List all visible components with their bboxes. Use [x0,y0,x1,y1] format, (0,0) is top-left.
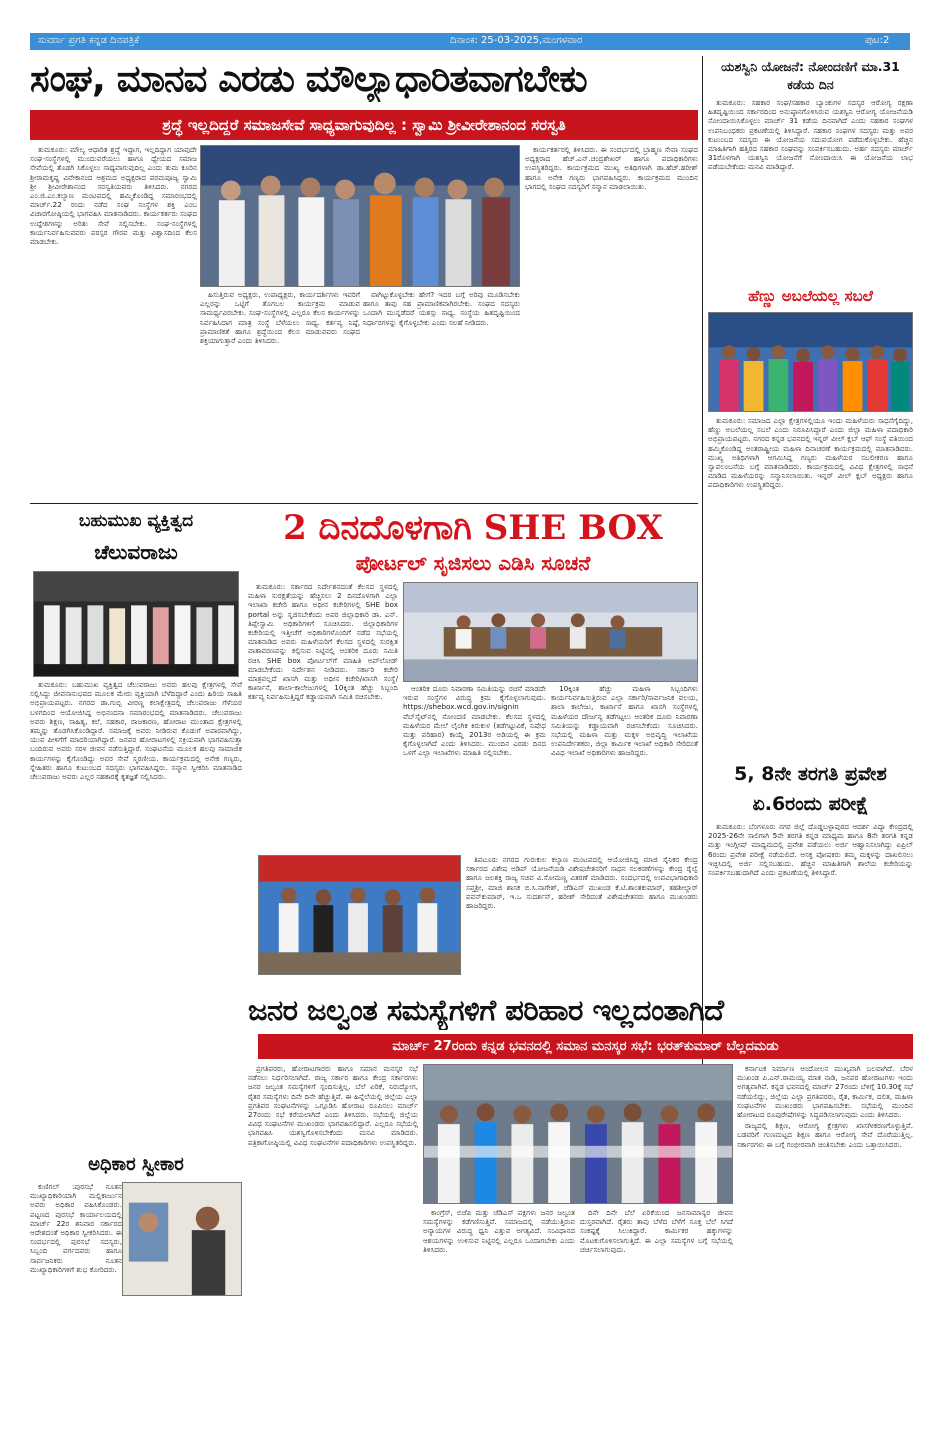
bottom-col-3-text: ದಿನೇ ದಿನೇ ಬೆಲೆ ಏರಿಕೆಯಿಂದ ಜನಸಾಮಾನ್ಯರ ಜೀವನ ದುಸ್ತರವಾಗಿದೆ. ರೈತರು ತಾವು ಬೆಳೆದ ಬೆಳೆಗೆ ಸೂಕ್ತ ಬೆಲೆ ಸಿಗದೆ ಸಂಕಷ್ಟಕ್ಕೆ ಸಿಲುಕಿದ್ದಾರೆ. ಕಾರ್ಮಿಕರ ಹಕ್ಕುಗಳನ್ನು ಮೊಟಕುಗೊಳಿಸಲಾಗುತ್ತಿದೆ. ಈ ಎಲ್ಲಾ ಸಮಸ್ಯೆಗಳ ಬಗ್ಗೆ ಸಭೆಯಲ್ಲಿ ಚರ್ಚಿಸಲಾಗುವುದು. [580,1208,733,1254]
yashasvini-text: ತುಮಕೂರು: ಸಹಕಾರ ಸಂಘ/ಸಹಕಾರ ಬ್ಯಾಂಕುಗಳ ಸದಸ್ಯರ ಆರೋಗ್ಯ ರಕ್ಷಣಾ ಹಿತದೃಷ್ಟಿಯಿಂದ ಸರ್ಕಾರದಿಂದ ಅನುಷ್ಠಾನಗೊಳಿಸಿರುವ ಯಶಸ್ವಿನಿ ಆರೋಗ್ಯ ಯೋಜನೆಯಡಿ ನೋಂದಾಯಿಸಿಕೊಳ್ಳಲು ಮಾರ್ಚ್ 31 ಕಡೆಯ ದಿನವಾಗಿದೆ ಎಂದು ಸಹಕಾರ ಸಂಘಗಳ ಉಪನಿಬಂಧಕರು ಪ್ರಕಟಣೆಯಲ್ಲಿ ತಿಳಿಸಿದ್ದಾರೆ. ಸಹಕಾರ ಸಂಘಗಳ ಸದಸ್ಯರು ಮತ್ತು ಅವರ ಕುಟುಂಬದ ಸದಸ್ಯರು ಈ ಯೋಜನೆಯ ಸದುಪಯೋಗ ಪಡೆದುಕೊಳ್ಳಬೇಕು. ಹೆಚ್ಚಿನ ಮಾಹಿತಿಗಾಗಿ ಹತ್ತಿರದ ಸಹಕಾರ ಸಂಘವನ್ನು ಸಂಪರ್ಕಿಸಬಹುದು. ಅರ್ಹ ಸದಸ್ಯರು ಮಾರ್ಚ್ 31ರೊಳಗಾಗಿ ಯಶಸ್ವಿನಿ ಯೋಜನೆಗೆ ನೋಂದಾಯಿಸಿ ಈ ಯೋಜನೆಯ ಲಾಭ ಪಡೆಯಬೇಕೆಂದು ಮನವಿ ಮಾಡಿದ್ದಾರೆ. [708,98,913,172]
profile-headline-1: ಬಹುಮುಖ ವ್ಯಕ್ತಿತ್ವದ [78,511,194,531]
shebox-col-b-text: ಆಂತರಿಕ ದೂರು ನಿವಾರಣಾ ಸಮಿತಿಯನ್ನು ರಚನೆ ಮಾಡದೇ ಇರುವ ಸಂಸ್ಥೆಗಳ ವಿರುದ್ಧ ಕ್ರಮ ಕೈಗೊಳ್ಳಲಾಗುವುದು. https://shebox.wcd.gov.in/signin ವೆಬ್‌ಸೈಟ್‌ನಲ್ಲಿ ನೋಂದಣಿ ಮಾಡಬೇಕು. ಕೆಲಸದ ಸ್ಥಳದಲ್ಲಿ ಮಹಿಳೆಯರ ಮೇಲೆ ಲೈಂಗಿಕ ಕಿರುಕುಳ (ತಡೆಗಟ್ಟುವಿಕೆ, ನಿಷೇಧ ಮತ್ತು ಪರಿಹಾರ) ಕಾಯ್ದೆ 2013ರ ಅಡಿಯಲ್ಲಿ ಈ ಕ್ರಮ ಕೈಗೊಳ್ಳಲಾಗಿದೆ ಎಂದು ತಿಳಿಸಿದರು. ಮುಂದಿನ ಎರಡು ದಿನದ ಒಳಗೆ ಎಲ್ಲಾ ಇಲಾಖೆಗಳು ಮಾಹಿತಿ ಸಲ್ಲಿಸಬೇಕು. [403,684,546,758]
lead-col-4 [525,145,698,500]
pressmeet-photo [423,1064,733,1204]
shebox-col-a-text: ತುಮಕೂರು: ಸರ್ಕಾರದ ನಿರ್ದೇಶನದಂತೆ ಕೆಲಸದ ಸ್ಥಳದಲ್ಲಿ ಮಹಿಳಾ ಸುರಕ್ಷತೆಯನ್ನು ಹೆಚ್ಚಿಸಲು 2 ದಿನದೊಳಗಾಗಿ ಎಲ್ಲಾ ಇಲಾಖಾ ಕಚೇರಿ ಹಾಗೂ ಅಧೀನ ಕಚೇರಿಗಳಲ್ಲಿ SHE box portal ಅನ್ನು ಸೃಜಿಸಬೇಕೆಂದು ಅಪರ ಜಿಲ್ಲಾಧಿಕಾರಿ ಡಾ. ಎನ್. ತಿಪ್ಪೇಸ್ವಾಮಿ ಅಧಿಕಾರಿಗಳಿಗೆ ಸೂಚಿಸಿದರು. ಜಿಲ್ಲಾಧಿಕಾರಿಗಳ ಕಚೇರಿಯಲ್ಲಿ ಇತ್ತೀಚೆಗೆ ಅಧಿಕಾರಿಗಳೊಂದಿಗೆ ನಡೆದ ಸಭೆಯಲ್ಲಿ ಮಾತನಾಡಿದ ಅವರು ಮಹಿಳೆಯರಿಗೆ ಕೆಲಸದ ಸ್ಥಳದಲ್ಲಿ ಸುರಕ್ಷಿತ ವಾತಾವರಣವನ್ನು ಕಲ್ಪಿಸುವ ನಿಟ್ಟಿನಲ್ಲಿ ಆಂತರಿಕ ದೂರು ಸಮಿತಿ ರಚಿಸಿ SHE box ಪೋರ್ಟಲ್‌ಗೆ ಮಾಹಿತಿ ಅಪ್‌ಲೋಡ್ ಮಾಡಬೇಕೆಂದು ನಿರ್ದೇಶನ ನೀಡಿದರು. ಸರ್ಕಾರಿ ಕಚೇರಿ ಮಾತ್ರವಲ್ಲದೆ ಖಾಸಗಿ ಮತ್ತು ಅಧೀನ ಕಚೇರಿ/ಖಾಸಗಿ ಸಂಸ್ಥೆ/ಕಾರ್ಖಾನೆ, ಶಾಲಾ-ಕಾಲೇಜುಗಳಲ್ಲಿ 10ಕ್ಕಿಂತ ಹೆಚ್ಚು ಸಿಬ್ಬಂದಿ ಕರ್ತವ್ಯ ನಿರ್ವಹಿಸುತ್ತಿದ್ದರೆ ಕಡ್ಡಾಯವಾಗಿ ಸಮಿತಿ ರಚಿಸಬೇಕು. [248,582,398,702]
lead-col-3-text: ವಾಗಿಟ್ಟುಕೊಳ್ಳಬೇಕು ಹೇಗೆ? ಇದರ ಬಗ್ಗೆ ಅರಿವು ಮೂಡಿಸಬೇಕು ಹಾಗೂ ತಾವು ಸಹ ಪ್ರಾಮಾಣಿಕವಾಗಿರಬೇಕು. ಸಂಘದ ಸದಸ್ಯರು ಒಂದಾಗಿ ಮುನ್ನಡೆದರೆ ಯಶಸ್ಸು ಸಾಧ್ಯ. ಸಂಸ್ಥೆಯ ಹಿತದೃಷ್ಟಿಯಿಂದ ನಿರ್ಧಾರಗಳನ್ನು ಕೈಗೊಳ್ಳಬೇಕು ಎಂದು ಸಲಹೆ ನೀಡಿದರು. [363,290,520,327]
bottom-col-4-text: ರಾಜ್ಯದಲ್ಲಿ ಶಿಕ್ಷಣ, ಆರೋಗ್ಯ ಕ್ಷೇತ್ರಗಳು ಖಾಸಗೀಕರಣಗೊಳ್ಳುತ್ತಿವೆ. ಬಡವರಿಗೆ ಗುಣಮಟ್ಟದ ಶಿಕ್ಷಣ ಹಾಗೂ ಆರೋಗ್ಯ ಸೇವೆ ದೊರೆಯುತ್ತಿಲ್ಲ. ಸರ್ಕಾರಗಳು ಈ ಬಗ್ಗೆ ಗಂಭೀರವಾಗಿ ಚಿಂತಿಸಬೇಕು ಎಂದು ಒತ್ತಾಯಿಸಿದರು. [737,1121,913,1149]
meeting-photo-image [404,583,697,681]
officer-text: ಕುಣಿಗಲ್ :ಪುರಸಭೆ ನೂತನ ಮುಖ್ಯಾಧಿಕಾರಿಯಾಗಿ ಮಲ್ಲಿಕಾರ್ಜುನ ಅವರು ಅಧಿಕಾರ ವಹಿಸಿಕೊಂಡರು. ಪಟ್ಟಣದ ಪುರಸಭೆ ಕಾರ್ಯಾಲಯದಲ್ಲಿ ಮಾರ್ಚ್ 22ರ ಶನಿವಾರ ಸರ್ಕಾರದ ಆದೇಶದಂತೆ ಅಧಿಕಾರ ಸ್ವೀಕರಿಸಿದರು. ಈ ಸಂದರ್ಭದಲ್ಲಿ ಪುರಸಭೆ ಸದಸ್ಯರು, ಸಿಬ್ಬಂದಿ ವರ್ಗದವರು ಹಾಗೂ ಸಾರ್ವಜನಿಕರು ನೂತನ ಮುಖ್ಯಾಧಿಕಾರಿಗಳಿಗೆ ಶುಭ ಕೋರಿದರು. [30,1182,122,1274]
bottom-col-2-text: ಕಾಂಗ್ರೆಸ್, ಬಿಜೆಪಿ ಮತ್ತು ಜೆಡಿಎಸ್ ಪಕ್ಷಗಳು ಜನರ ಜಲ್ವಂತ ಸಮಸ್ಯೆಗಳನ್ನು ಕಡೆಗಣಿಸುತ್ತಿವೆ. ಸಮಾಜದಲ್ಲಿ ನಡೆಯುತ್ತಿರುವ ಅನ್ಯಾಯಗಳ ವಿರುದ್ಧ ಧ್ವನಿ ಎತ್ತುವ ಅಗತ್ಯವಿದೆ. ಸಂವಿಧಾನದ ಆಶಯಗಳನ್ನು ಉಳಿಸುವ ನಿಟ್ಟಿನಲ್ಲಿ ಎಲ್ಲರೂ ಒಂದಾಗಬೇಕು ಎಂದು ತಿಳಿಸಿದರು. [423,1208,575,1254]
distribution-photo [258,855,461,975]
lead-col-2-text: ಹಿಸುತ್ತಿರುವ ಅಧ್ಯಕ್ಷರು, ಉಪಾಧ್ಯಕ್ಷರು, ಕಾರ್ಯದರ್ಶಿಗಳು ಇವರಿಗೆ ಎಲ್ಲರನ್ನು ಒಟ್ಟಿಗೆ ತೊಗಬಲ ಕಾರ್ಯಕ್ರಮ ಮಾಡುವ ಸಾಮರ್ಥ್ಯವಿರಬೇಕು. ಸಂಘ-ಸಂಸ್ಥೆಗಳಲ್ಲಿ ಎಲ್ಲರೂ ಕೆಲಸ ಕಾರ್ಯಗಳನ್ನು ನಿರ್ವಹಿಸಿದಾಗ ಮಾತ್ರ ಸಂಸ್ಥೆ ಬೆಳೆಯಲು ಸಾಧ್ಯ. ಕರ್ತವ್ಯ ನಿಷ್ಠೆ, ಪ್ರಾಮಾಣಿಕತೆ ಹಾಗೂ ಶ್ರದ್ಧೆಯಿಂದ ಕೆಲಸ ಮಾಡುವವರು ಸಂಘದ ಶಕ್ತಿಯಾಗುತ್ತಾರೆ ಎಂದು ತಿಳಿಸಿದರು. [200,290,360,346]
women-body [708,416,913,754]
bottom-col-3 [580,1208,733,1432]
shebox-subhead: ಪೋರ್ಟಲ್ ಸೃಜಿಸಲು ಎಡಿಸಿ ಸೂಚನೆ [355,551,591,575]
bottom-col-5-text: ಕರ್ನಾಟಕ ನಿರ್ಮಾಣ ಆಂದೋಲನ ಮುಖ್ಯವಾಗಿ ಬಲವಾಗಿದೆ. ಬೆರಳ ಮುಖಂಡ ಪಿ.ಎನ್.ರಾಮಯ್ಯ ಮಾತ ನಾಡಿ, ಜನಪರ ಹೋರಾಟಗಳು ಇಂದು ಅಗತ್ಯವಾಗಿವೆ. ಕನ್ನಡ ಭವನದಲ್ಲಿ ಮಾರ್ಚ್ 27ರಂದು ಬೆಳಿಗ್ಗೆ 10.30ಕ್ಕೆ ಸಭೆ ನಡೆಯಲಿದ್ದು, ಜಿಲ್ಲೆಯ ಎಲ್ಲಾ ಪ್ರಗತಿಪರರು, ರೈತ, ಕಾರ್ಮಿಕ, ದಲಿತ, ಮಹಿಳಾ ಸಂಘಟನೆಗಳ ಮುಖಂಡರು ಭಾಗವಹಿಸಬೇಕು. ಸಭೆಯಲ್ಲಿ ಮುಂದಿನ ಹೋರಾಟದ ರೂಪುರೇಷೆಗಳನ್ನು ಸಿದ್ಧಪಡಿಸಲಾಗುವುದು ಎಂದು ತಿಳಿಸಿದರು. [737,1064,913,1120]
officer-photo-image [123,1183,241,1295]
bottom-headline: ಜನರ ಜಲ್ವಂತ ಸಮಸ್ಯೆಗಳಿಗೆ ಪರಿಹಾರ ಇಲ್ಲದಂತಾಗಿದೆ [248,993,724,1027]
officer-body-top [30,1182,122,1302]
lead-subhead: ಶ್ರದ್ಧೆ ಇಲ್ಲದಿದ್ದರೆ ಸಮಾಜಸೇವೆ ಸಾಧ್ಯವಾಗುವುದಿಲ್ಲ : ಸ್ವಾಮಿ ಶ್ರೀವೀರೇಶಾನಂದ ಸರಸ್ವತಿ [30,110,698,140]
lead-col-2 [200,290,360,500]
section-divider [30,503,698,504]
lead-col-1 [30,145,197,500]
officer-headline: ಅಧಿಕಾರ ಸ್ವೀಕಾರ [88,1154,184,1175]
profile-photo [33,571,239,677]
officer-photo [122,1182,242,1296]
shebox-col-c [551,684,698,850]
bottom-col-5 [737,1064,913,1432]
distribution-caption [466,855,698,980]
shebox-col-c-text: 10ಕ್ಕಿಂತ ಹೆಚ್ಚು ಮಹಿಳಾ ಸಿಬ್ಬಂದಿಗಳು ಕಾರ್ಯನಿರ್ವಹಿಸುತ್ತಿರುವ ಎಲ್ಲಾ ಸರ್ಕಾರಿ/ಸಾರ್ವಜನಿಕ ವಲಯ, ಶಾಲಾ ಕಾಲೇಜು, ಕಾರ್ಖಾನೆ ಹಾಗೂ ಖಾಸಗಿ ಸಂಸ್ಥೆಗಳಲ್ಲಿ ಮಹಿಳೆಯರ ದೌರ್ಜನ್ಯ ತಡೆಗಟ್ಟಲು ಆಂತರಿಕ ದೂರು ನಿವಾರಣಾ ಸಮಿತಿಯನ್ನು ಕಡ್ಡಾಯವಾಗಿ ರಚಿಸಬೇಕೆಂದು ಸೂಚಿಸಿದರು. ಸಭೆಯಲ್ಲಿ ಮಹಿಳಾ ಮತ್ತು ಮಕ್ಕಳ ಅಭಿವೃದ್ಧಿ ಇಲಾಖೆಯ ಉಪನಿರ್ದೇಶಕರು, ಜಿಲ್ಲಾ ಕಾರ್ಮಿಕ ಇಲಾಖೆ ಅಧಿಕಾರಿ ಸೇರಿದಂತೆ ವಿವಿಧ ಇಲಾಖೆ ಅಧಿಕಾರಿಗಳು ಹಾಜರಿದ್ದರು. [551,684,698,758]
exam-headline-1: 5, 8ನೇ ತರಗತಿ ಪ್ರವೇಶ [734,763,887,785]
profile-headline-2: ಚೆಲುವರಾಜು [94,540,178,564]
bottom-subhead: ಮಾರ್ಚ್ 27ರಂದು ಕನ್ನಡ ಭವನದಲ್ಲಿ ಸಮಾನ ಮನಸ್ಕರ ಸಭೆ: ಭರತ್‌ಕುಮಾರ್ ಬೆಲ್ಲದಮಡು [258,1034,913,1059]
lead-photo [200,145,520,287]
profile-body [30,680,242,1148]
women-photo [708,312,913,412]
bottom-col-1 [248,1064,418,1432]
bottom-col-1-text: ಪ್ರಗತಿಪರರು, ಹೋರಾಟಗಾರರು ಹಾಗೂ ಸಮಾನ ಮನಸ್ಕರ ಸಭೆ ನಡೆಸಲು ನಿರ್ಧರಿಸಲಾಗಿದೆ. ರಾಜ್ಯ ಸರ್ಕಾರ ಹಾಗೂ ಕೇಂದ್ರ ಸರ್ಕಾರಗಳು ಜನರ ಜಲ್ವಂತ ಸಮಸ್ಯೆಗಳಿಗೆ ಸ್ಪಂದಿಸುತ್ತಿಲ್ಲ. ಬೆಲೆ ಏರಿಕೆ, ನಿರುದ್ಯೋಗ, ರೈತರ ಸಮಸ್ಯೆಗಳು ದಿನೇ ದಿನೇ ಹೆಚ್ಚುತ್ತಿವೆ. ಈ ಹಿನ್ನೆಲೆಯಲ್ಲಿ ಜಿಲ್ಲೆಯ ಎಲ್ಲಾ ಪ್ರಗತಿಪರ ಸಂಘಟನೆಗಳನ್ನು ಒಗ್ಗೂಡಿಸಿ ಹೋರಾಟ ರೂಪಿಸಲು ಮಾರ್ಚ್ 27ರಂದು ಸಭೆ ಕರೆಯಲಾಗಿದೆ ಎಂದು ತಿಳಿಸಿದರು. ಸಭೆಯಲ್ಲಿ ಜಿಲ್ಲೆಯ ವಿವಿಧ ಸಂಘಟನೆಗಳ ಮುಖಂಡರು ಭಾಗವಹಿಸಲಿದ್ದಾರೆ. ಎಲ್ಲರೂ ಸಭೆಯಲ್ಲಿ ಭಾಗವಹಿಸಿ ಯಶಸ್ವಿಗೊಳಿಸಬೇಕೆಂದು ಮನವಿ ಮಾಡಿದರು. ಪತ್ರಿಕಾಗೋಷ್ಠಿಯಲ್ಲಿ ವಿವಿಧ ಸಂಘಟನೆಗಳ ಪದಾಧಿಕಾರಿಗಳು ಉಪಸ್ಥಿತರಿದ್ದರು. [248,1064,418,1147]
lead-col-1-text: ತುಮಕೂರು: ಮೌಲ್ಯ ಆಧಾರಿತ ಶ್ರದ್ಧೆ ಇದ್ದಾಗ, ಇಲ್ಲದಿದ್ದಾಗ ಯಾವುದೇ ಸಂಘ-ಸಂಸ್ಥೆಗಳಲ್ಲಿ ಮುಂದುವರೆಯಲು ಹಾಗೂ ಧ್ಯೇಯದ ಸಮಾಜ ಸೇವೆಯಲ್ಲಿ ತೊಡಗಿ ಸಿಕೊಳ್ಳಲು ಸಾಧ್ಯವಾಗುವುದಿಲ್ಲ ಎಂದು ತುಮ ಕೂರಿನ ಶ್ರೀರಾಮಕೃಷ್ಣ ವಿವೇಕಾನಂದ ಆಶ್ರಮದ ಅಧ್ಯಕ್ಷರಾದ ಪರಮಪೂಜ್ಯ ಸ್ವಾಮಿ ಶ್ರೀ ಶ್ರೀವೀರೇಶಾನಂದ ಸರಸ್ವತಿಯವರು ತಿಳಿಸಿದರು. ನಗರದ ಎಂ.ಜಿ.ಎಂ.ಕಲ್ಯಾಣ ಮಂಟಪದಲ್ಲಿ ಹಮ್ಮಿಕೊಂಡಿದ್ದ ಸಮಾರಂಭದಲ್ಲಿ ಮಾರ್ಚ್.22 ರಂದು ನಡೆದ ಸಂಘ ಸಂಸ್ಥೆಗಳ ಶಕ್ತಿ ಎಂಬ ವಿಚಾರಗೋಷ್ಠಿಯಲ್ಲಿ ಭಾಗವಹಿಸಿ ಮಾತನಾಡಿದರು. ಕಾರ್ಯಕರ್ತರು ಸಂಘದ ಉದ್ದೇಶಗಳನ್ನು ಅರಿತು ಸೇವೆ ಸಲ್ಲಿಸಬೇಕು. ಸಂಘ-ಸಂಸ್ಥೆಗಳಲ್ಲಿ ಕಾರ್ಯನಿರ್ವಹಿಸುವವರು ಪರಸ್ಪರ ಗೌರವ ಮತ್ತು ವಿಶ್ವಾಸದಿಂದ ಕೆಲಸ ಮಾಡಬೇಕು. [30,145,197,247]
profile-photo-image [34,572,238,676]
women-headline: ಹೆಣ್ಣು ಅಬಲೆಯಲ್ಲ ಸಬಲೆ [748,287,873,305]
exam-text: ತುಮಕೂರು: ಬೆಂಗಳೂರು ನಗರ ಜಿಲ್ಲೆ ದೊಡ್ಡಬಳ್ಳಾಪುರದ ಆದರ್ಶ ವಿದ್ಯಾ ಕೇಂದ್ರದಲ್ಲಿ 2025-26ನೇ ಸಾಲಿಗಾಗಿ 5ನೇ ತರಗತಿ ಕನ್ನಡ ಮಾಧ್ಯಮ ಹಾಗೂ 8ನೇ ತರಗತಿ ಕನ್ನಡ ಮತ್ತು ಇಂಗ್ಲೀಷ್ ಮಾಧ್ಯಮದಲ್ಲಿ ಪ್ರವೇಶ ಪಡೆಯಲು ಅರ್ಜಿ ಆಹ್ವಾನಿಸಲಾಗಿದ್ದು ಏಪ್ರಿಲ್ 6ರಂದು ಪ್ರವೇಶ ಪರೀಕ್ಷೆ ನಡೆಯಲಿದೆ. ಆಸಕ್ತ ಪೋಷಕರು ತಮ್ಮ ಮಕ್ಕಳನ್ನು ದಾಖಲಿಸಲು ಇಚ್ಛಿಸಿದಲ್ಲಿ ಅರ್ಜಿ ಸಲ್ಲಿಸಬಹುದು. ಹೆಚ್ಚಿನ ಮಾಹಿತಿಗಾಗಿ ಶಾಲೆಯ ಕಚೇರಿಯನ್ನು ಸಂಪರ್ಕಿಸಬಹುದಾಗಿದೆ ಎಂದು ಪ್ರಕಟಣೆಯಲ್ಲಿ ತಿಳಿಸಿದ್ದಾರೆ. [708,822,913,878]
yashasvini-body [708,98,913,276]
lead-col-4-text: ಕಾರ್ಯಕರ್ತರಲ್ಲಿ ತಿಳಿಸಿದರು. ಈ ಸಂದರ್ಭದಲ್ಲಿ ಬ್ರಾಹ್ಮಣ ಸೇವಾ ಸಂಘದ ಅಧ್ಯಕ್ಷರಾದ ಹೆಚ್.ಎನ್.ಚಂದ್ರಶೇಖರ್ ಹಾಗೂ ಪದಾಧಿಕಾರಿಗಳು ಉಪಸ್ಥಿತರಿದ್ದರು. ಕಾರ್ಯಕ್ರಮದ ಮುಖ್ಯ ಅತಿಥಿಗಳಾಗಿ ಡಾ.ಹೆಚ್.ಹರೀಶ್ ಹಾಗೂ ಅನೇಕ ಗಣ್ಯರು ಭಾಗವಹಿಸಿದ್ದರು. ಕಾರ್ಯಕ್ರಮದ ಮುಂದಿನ ಭಾಗದಲ್ಲಿ ಸಂಘದ ಸದಸ್ಯರಿಗೆ ಸನ್ಮಾನ ಮಾಡಲಾಯಿತು. [525,145,698,191]
shebox-headline: 2 ದಿನದೊಳಗಾಗಿ SHE BOX [283,508,663,548]
yashasvini-headline: ಯಶಸ್ವಿನಿ ಯೋಜನೆ: ನೋಂದಣಿಗೆ ಮಾ.31 ಕಡೆಯ ದಿನ [721,59,900,92]
shebox-col-a [248,582,398,850]
page-number: ಪುಟ:2 [865,35,890,46]
women-text: ತುಮಕೂರು: ಸಮಾಜದ ಎಲ್ಲಾ ಕ್ಷೇತ್ರಗಳಲ್ಲಿಯೂ ಇಂದು ಮಹಿಳೆಯರು ಸಾಧನೆಗೈದಿದ್ದು, ಹೆಣ್ಣು ಅಬಲೆಯಲ್ಲ ಸಬಲೆ ಎಂದು ನಿರೂಪಿಸಿದ್ದಾರೆ ಎಂದು ಜಿಲ್ಲಾ ಮಹಿಳಾ ಪದಾಧಿಕಾರಿ ಅಭಿಪ್ರಾಯಪಟ್ಟರು. ನಗರದ ಕನ್ನಡ ಭವನದಲ್ಲಿ ಇನ್ನರ್ ವೀಲ್ ಕ್ಲಬ್ ಆಫ್ ಸಂಸ್ಥೆ ವತಿಯಿಂದ ಹಮ್ಮಿಕೊಂಡಿದ್ದ ಅಂತರಾಷ್ಟ್ರೀಯ ಮಹಿಳಾ ದಿನಾಚರಣೆ ಕಾರ್ಯಕ್ರಮದಲ್ಲಿ ಮಾತನಾಡಿದರು. ಮುಖ್ಯ ಅತಿಥಿಗಳಾಗಿ ಆಗಮಿಸಿದ್ದ ಗಣ್ಯರು ಮಹಿಳೆಯರ ಸಬಲೀಕರಣ ಹಾಗೂ ಸ್ವಾವಲಂಬನೆಯ ಬಗ್ಗೆ ಮಾತನಾಡಿದರು. ಕಾರ್ಯಕ್ರಮದಲ್ಲಿ ವಿವಿಧ ಕ್ಷೇತ್ರಗಳಲ್ಲಿ ಸಾಧನೆ ಮಾಡಿದ ಮಹಿಳೆಯರನ್ನು ಸನ್ಮಾನಿಸಲಾಯಿತು. ಇನ್ನರ್ ವೀಲ್ ಕ್ಲಬ್ ಅಧ್ಯಕ್ಷರು ಹಾಗೂ ಪದಾಧಿಕಾರಿಗಳು ಉಪಸ್ಥಿತರಿದ್ದರು. [708,416,913,490]
masthead-bar [30,33,910,50]
meeting-photo [403,582,698,682]
shebox-col-b [403,684,546,850]
issue-date: ದಿನಾಂಕ: 25-03-2025,ಮಂಗಳವಾರ [450,35,583,46]
lead-headline: ಸಂಘ, ಮಾನವ ಎರಡು ಮೌಲ್ಯಾಧಾರಿತವಾಗಬೇಕು [30,57,587,100]
lead-col-3 [363,290,520,500]
distribution-caption-text: ತಿಪಟೂರು ನಗರದ ಗುರುಕುಲ ಕಲ್ಯಾಣ ಮಂಟಪದಲ್ಲಿ ಆಯೋಜಿಸಿದ್ದ ಮಾಜಿ ಸೈನಿಕರ ಕೇಂದ್ರ ಸರ್ಕಾರದ ವಿಶೇಷ ಅಡಿಪ್ ಯೋಜನೆಯಡಿ ವಿಶೇಷಚೇತನರಿಗೆ ಸಾಧನ ಸಲಕರಣೆಗಳನ್ನು ಕೇಂದ್ರ ರೈಲ್ವೆ ಹಾಗೂ ಜಲಶಕ್ತಿ ರಾಜ್ಯ ಸಚಿವ ವಿ.ಸೋಮಣ್ಣ ವಿತರಣೆ ಮಾಡಿದರು. ಸಂದರ್ಭದಲ್ಲಿ ಉಪವಿಭಾಗಾಧಿಕಾರಿ ಸಪ್ತಶ್ರೀ, ಮಾಜಿ ಶಾಸಕ ಬಿ.ಸಿ.ನಾಗೇಶ್, ಜೆಡಿಎಸ್ ಮುಖಂಡ ಕೆ.ಟಿ.ಶಾಂತಕುಮಾರ್, ತಹಶೀಲ್ದಾರ್ ಪವನ್‌ಕುಮಾರ್, ಇ.ಒ ಸುದರ್ಶನ್, ಹರೀಶ್ ಸೇರಿದಂತೆ ವಿಶೇಷಚೇತನರು ಹಾಗೂ ಮುಖಂಡರು ಹಾಜರಿದ್ದರು. [466,855,698,911]
exam-headline-2: ಏ.6ರಂದು ಪರೀಕ್ಷೆ [752,793,869,815]
sidebar-divider [702,56,703,1066]
pressmeet-photo-image [424,1065,732,1203]
paper-name: ಸುವರ್ಣ ಪ್ರಗತಿ ಕನ್ನಡ ದಿನಪತ್ರಿಕೆ [38,35,140,46]
profile-text: ತುಮಕೂರು: ಬಹುಮುಖ ವ್ಯಕ್ತಿತ್ವದ ಚೆಲುವರಾಜು ಅವರು ಹಲವು ಕ್ಷೇತ್ರಗಳಲ್ಲಿ ಸೇವೆ ಸಲ್ಲಿಸಿದ್ದು ಜೀವನಾನುಭವದ ಮೂಲಕ ಮೇರು ವ್ಯಕ್ತಿಯಾಗಿ ಬೆಳೆದಿದ್ದಾರೆ ಎಂದು ಹಿರಿಯ ಸಾಹಿತಿ ಅಭಿಪ್ರಾಯಪಟ್ಟರು. ನಗರದ ಡಾ.ಗುಬ್ಬಿ ವೀರಣ್ಣ ಕಲಾಕ್ಷೇತ್ರದಲ್ಲಿ ಚೆಲುವರಾಜು ಗೆಳೆಯರ ಬಳಗದಿಂದ ಆಯೋಜಿಸಿದ್ದ ಅಭಿನಂದನಾ ಸಮಾರಂಭದಲ್ಲಿ ಮಾತನಾಡಿದರು. ಚೆಲುವರಾಜು ಅವರು ಶಿಕ್ಷಣ, ಸಾಹಿತ್ಯ, ಕಲೆ, ಸಹಕಾರ, ರಾಜಕಾರಣ, ಹೋರಾಟ ಮುಂತಾದ ಕ್ಷೇತ್ರಗಳಲ್ಲಿ ತಮ್ಮನ್ನು ತೊಡಗಿಸಿಕೊಂಡಿದ್ದಾರೆ. ಸಮಾಜಕ್ಕೆ ಅವರು ನೀಡಿರುವ ಕೊಡುಗೆ ಅಪಾರವಾಗಿದ್ದು, ಯುವ ಪೀಳಿಗೆಗೆ ಮಾದರಿಯಾಗಿದ್ದಾರೆ. ಜನಪರ ಹೋರಾಟಗಳಲ್ಲಿ ಸಕ್ರಿಯವಾಗಿ ಭಾಗವಹಿಸುತ್ತಾ ಬಂದಿರುವ ಅವರು ಸರಳ ಜೀವನ ನಡೆಸುತ್ತಿದ್ದಾರೆ. ಸಂಘಟನೆಯ ಮೂಲಕ ಹಲವು ಸಾಮಾಜಿಕ ಕಾರ್ಯಗಳನ್ನು ಕೈಗೊಂಡಿದ್ದು ಅವರ ಸೇವೆ ಸ್ಮರಣೀಯ. ಕಾರ್ಯಕ್ರಮದಲ್ಲಿ ಅನೇಕ ಗಣ್ಯರು, ಸ್ನೇಹಿತರು ಹಾಗೂ ಕುಟುಂಬದ ಸದಸ್ಯರು ಭಾಗವಹಿಸಿದ್ದರು. ಸನ್ಮಾನ ಸ್ವೀಕರಿಸಿ ಮಾತನಾಡಿದ ಚೆಲುವರಾಜು ಅವರು ಎಲ್ಲರ ಸಹಕಾರಕ್ಕೆ ಕೃತಜ್ಞತೆ ಸಲ್ಲಿಸಿದರು. [30,680,242,782]
distribution-photo-image [259,856,460,974]
bottom-col-2 [423,1208,575,1432]
women-photo-image [709,313,912,411]
lead-photo-image [201,146,519,286]
